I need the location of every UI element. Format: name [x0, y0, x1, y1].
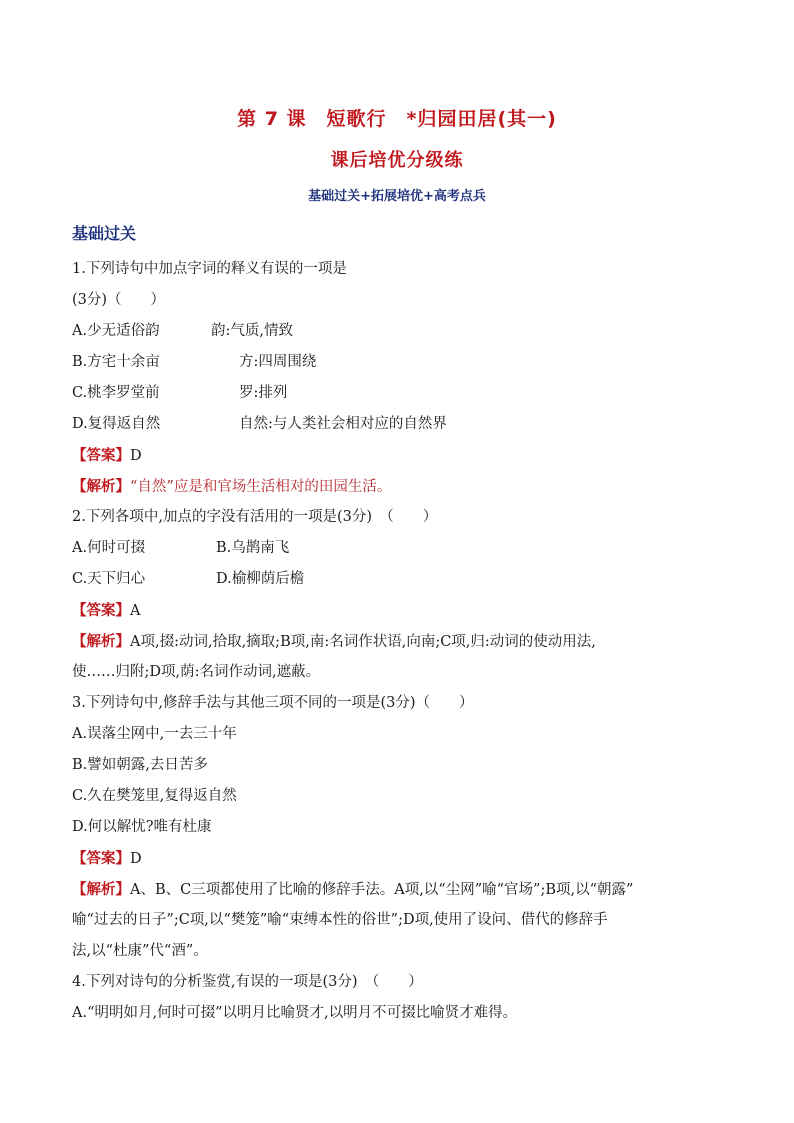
analysis-tag: 【解析】 [72, 633, 130, 650]
q1-option-a-gloss: 韵:气质,情致 [211, 323, 293, 339]
q1-option-d-label: D.复得返自然 [72, 416, 161, 432]
q3-option-a: A.误落尘网中,一去三十年 [72, 726, 237, 742]
q1-score: (3分)（ ） [72, 292, 166, 308]
q2-analysis-line2: 使……归附;D项,荫:名词作动词,遮蔽。 [72, 664, 321, 680]
q4-option-a: A.“明明如月,何时可掇”以明月比喻贤才,以明月不可掇比喻贤才难得。 [72, 1005, 518, 1021]
q1-analysis [72, 471, 732, 502]
worksheet-subtitle: 课后培优分级练 [330, 150, 464, 171]
q3-analysis-line2: 喻“过去的日子”;C项,以“樊笼”喻“束缚本性的俗世”;D项,使用了设问、借代的修辞手 [72, 912, 608, 928]
q2-stem: 2.下列各项中,加点的字没有活用的一项是(3分) （ ） [72, 509, 438, 525]
q3-option-b: B.譬如朝露,去日苦多 [72, 757, 208, 773]
q2-option-b: B.乌鹊南飞 [216, 540, 290, 556]
q1-option-b [72, 347, 732, 378]
q3-option-c: C.久在樊笼里,复得返自然 [72, 788, 237, 804]
q3-analysis-line1 [72, 874, 732, 905]
q2-answer [72, 595, 732, 626]
q1-option-c [72, 378, 732, 409]
q1-answer [72, 440, 732, 471]
q2-option-d: D.榆柳荫后檐 [216, 571, 305, 587]
q1-option-d-gloss: 自然:与人类社会相对应的自然界 [239, 416, 447, 432]
q1-option-d [72, 409, 732, 440]
q3-option-d: D.何以解忧?唯有杜康 [72, 819, 212, 835]
worksheet-tagline: 基础过关+拓展培优+高考点兵 [308, 189, 486, 204]
answer-tag: 【答案】 [72, 850, 130, 867]
q3-analysis-text-1: A、B、C三项都使用了比喻的修辞手法。A项,以“尘网”喻“官场”;B项,以“朝露” [130, 882, 634, 898]
q2-option-c: C.天下归心 [72, 571, 146, 587]
section-heading: 基础过关 [72, 224, 137, 243]
q1-option-a-label: A.少无适俗韵 [72, 323, 160, 339]
q4-stem: 4.下列对诗句的分析鉴赏,有误的一项是(3分) （ ） [72, 974, 423, 990]
q1-option-b-label: B.方宅十余亩 [72, 354, 160, 370]
q2-analysis-line1 [72, 626, 732, 657]
q2-options-row2 [72, 564, 732, 595]
q3-answer [72, 843, 732, 874]
analysis-tag: 【解析】 [72, 478, 130, 495]
q3-answer-value: D [130, 851, 142, 867]
question-list [72, 254, 732, 1029]
q3-stem: 3.下列诗句中,修辞手法与其他三项不同的一项是(3分)（ ） [72, 695, 474, 711]
q2-options-row1 [72, 533, 732, 564]
q1-option-b-gloss: 方:四周围绕 [239, 354, 317, 370]
q1-option-c-gloss: 罗:排列 [239, 385, 288, 401]
analysis-tag: 【解析】 [72, 881, 130, 898]
q1-option-c-label: C.桃李罗堂前 [72, 385, 160, 401]
answer-tag: 【答案】 [72, 447, 130, 464]
answer-tag: 【答案】 [72, 602, 130, 619]
q2-option-a: A.何时可掇 [72, 540, 146, 556]
q2-analysis-text-1: A项,掇:动词,拾取,摘取;B项,南:名词作状语,向南;C项,归:动词的使动用法, [130, 634, 596, 650]
q3-analysis-line3: 法,以“杜康”代“酒”。 [72, 943, 208, 959]
q1-option-a [72, 316, 732, 347]
lesson-title: 第 7 课 短歌行 *归园田居(其一) [237, 108, 557, 130]
q2-answer-value: A [130, 603, 141, 619]
q1-analysis-text: “自然”应是和官场生活相对的田园生活。 [130, 479, 392, 495]
q1-answer-value: D [130, 448, 142, 464]
q1-stem: 1.下列诗句中加点字词的释义有误的一项是 [72, 261, 347, 277]
